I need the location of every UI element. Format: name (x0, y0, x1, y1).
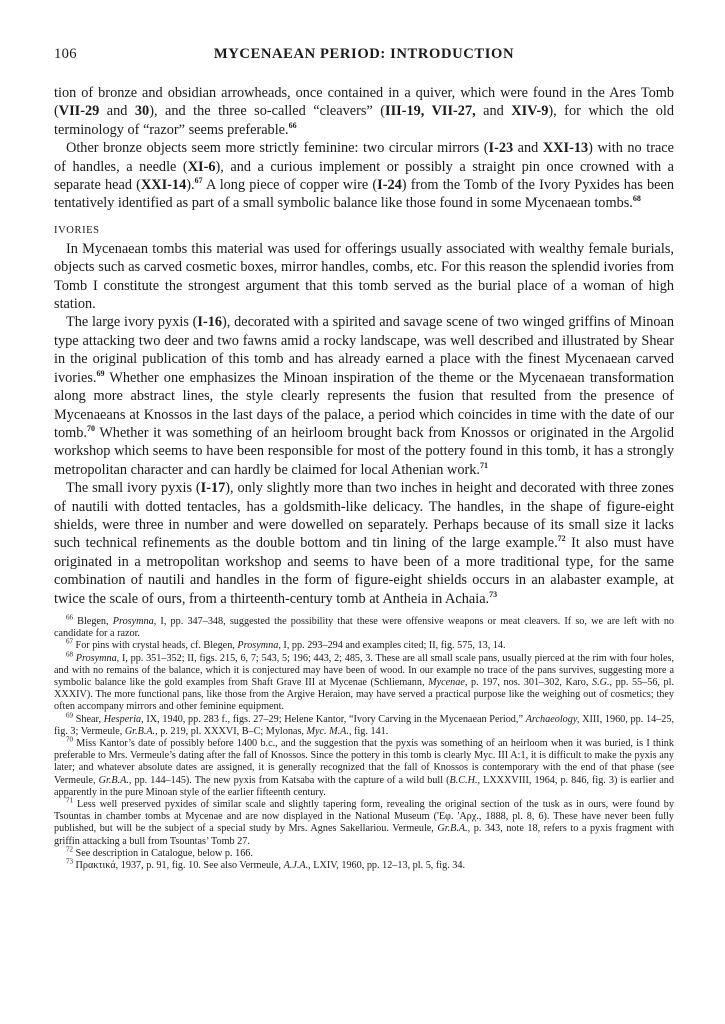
footnote (54, 857, 674, 872)
catalogue-ref: XXI-14 (140, 177, 187, 194)
text-run: The small ivory pyxis ( (66, 480, 201, 497)
footnote-ref: 68 (632, 194, 641, 204)
text-run: ), only slightly more than two inches in height and decorated with three zones of nautili with dotted tentacles, has a goldsmith-like delicacy. The handles, in the shape of figure-eight shields, were three in number and were dowelled on separately. Perhaps because of its small size it lacks such technical refinements as the double bottom and tin lining of the large example. (54, 480, 674, 552)
footnote-ref: 71 (479, 460, 488, 470)
text-run: ) with no trace of handles, a needle ( (54, 140, 674, 175)
italic-text: Gr.B.A., (124, 725, 158, 737)
text-run: LXXXVIII, 1964, p. 846, fig. 3) is earlier and apparently in the pure Minoan style of the earlier fifteenth century. (54, 774, 674, 798)
italic-text: Archaeology, (525, 713, 580, 725)
catalogue-ref: I-23 (488, 140, 514, 157)
footnotes (54, 613, 675, 872)
text-run: ), decorated with a spirited and savage scene of two winged griffins of Minoan type attacking two deer and two fawns amid a rocky landscape, was well described and illustrated by Shear in the original publication of this tomb and has already earned a place with the finest Mycenaean carved ivories. (54, 314, 674, 386)
paragraph (54, 479, 674, 608)
text-run: tion of bronze and obsidian arrowheads, once contained in a quiver, which were found in the Ares Tomb ( (54, 85, 674, 120)
footnote (54, 613, 675, 640)
text-run: ), and a curious implement or possibly a straight pin once crowned with a separate head ( (54, 158, 674, 194)
paragraph (54, 84, 674, 139)
text-run: I, pp. 293–294 and examples cited; II, fig. 575, 13, 14. (280, 640, 506, 652)
text-run: Whether one emphasizes the Minoan inspiration of the theme or the Mycenaean transformation along more abstract lines, the style clearly represents the fusion that resulted from the presence of Mycenaeans at Knossos in the last days of the palace, a period which coincides in time with the date of our tomb. (54, 369, 674, 441)
text-run: Blegen, (73, 615, 113, 627)
text-run: p. 343, note 18, refers to a pyxis fragment with griffin attacking a bull from Tsountas’ Tomb 27. (54, 823, 674, 847)
italic-text: Hesperia, (103, 713, 144, 725)
catalogue-ref: XXI-13 (542, 140, 589, 157)
footnote-ref: 71 (66, 796, 73, 805)
text-run: pp. 55–56, pl. XXXIV). The more functional pans, like those from the Argive Heraion, may have served a practical purpose like the weighing out of cosmetics; they often accompany mirrors and other feminine equipment. (54, 676, 674, 713)
footnote (54, 796, 674, 848)
text-run: pp. 144–145). The new pyxis from Katsaba with the capture of a wild bull ( (131, 774, 450, 786)
footnote-ref: 66 (66, 613, 73, 622)
italic-text: Prosymna, (75, 652, 120, 664)
italic-text: B.C.H., (449, 774, 481, 786)
italic-text: A.J.A., (283, 860, 311, 872)
catalogue-ref: XIV-9 (511, 103, 549, 120)
section-heading: IVORIES (54, 224, 100, 236)
text-run: A long piece of copper wire ( (202, 177, 378, 194)
text-run: Πρακτικά, 1937, p. 91, fig. 10. See also Vermeule, (73, 860, 284, 872)
text-run: The large ivory pyxis ( (66, 314, 198, 331)
footnote-ref: 69 (96, 368, 105, 378)
document-page (54, 46, 674, 872)
footnote (54, 650, 674, 714)
footnote-ref: 72 (66, 845, 73, 854)
text-run: LXIV, 1960, pp. 12–13, pl. 5, fig. 34. (310, 860, 466, 872)
footnote-ref: 69 (66, 711, 73, 720)
catalogue-ref: I-17 (200, 480, 226, 497)
paragraph (54, 313, 674, 479)
running-title: MYCENAEAN PERIOD: INTRODUCTION (213, 46, 515, 62)
catalogue-ref: I-16 (197, 314, 223, 331)
italic-text: Gr.B.A., (437, 823, 471, 835)
italic-text: Myc. M.A., (306, 725, 352, 737)
text-run: In Mycenaean tombs this material was used for offerings usually associated with wealthy female burials, objects such as carved cosmetic boxes, mirror handles, combs, etc. For this reason the splendid ivories from Tomb I constitute the strongest argument that this tomb served as the burial place of a woman of high station. (54, 240, 674, 313)
text-run: ). (186, 177, 195, 194)
footnote-ref: 73 (66, 857, 73, 866)
page-number: 106 (54, 46, 77, 62)
text-run: fig. 141. (351, 725, 389, 737)
text-run: Other bronze objects seem more strictly feminine: two circular mirrors ( (66, 140, 489, 157)
catalogue-ref: I-24 (377, 177, 402, 194)
text-run: and (99, 103, 135, 120)
footnote (54, 711, 675, 738)
catalogue-ref: VII-29 (58, 103, 100, 120)
footnote-ref: 67 (194, 176, 203, 186)
footnote (54, 637, 674, 652)
italic-text: Gr.B.A., (98, 774, 132, 786)
catalogue-ref: 30 (134, 103, 150, 120)
footnote-ref: 68 (66, 650, 73, 659)
footnote (54, 735, 674, 799)
text-run: Whether it was something of an heirloom brought back from Knossos or originated in the Argolid workshop which seems to have been responsible for most of the pottery found in this tomb, it has a strongly metropolitan character and can hardly be claimed for local Athenian work. (54, 424, 674, 478)
text-run: Miss Kantor’s date of possibly before 1400 b.c., and the suggestion that the pyxis was something of an heirloom when it was buried, is I think preferable to Mrs. Vermeule’s dating after the fall of Knossos. Since the pottery in this tomb is clearly Myc. III A:1, it is difficult to make the pyxis any later; and whatever absolute dates are assigned, it is generally recognized that the fall of Knossos is contemporary with the end of that phase (see Vermeule, (54, 738, 674, 786)
text-run: and (513, 140, 543, 157)
catalogue-ref: XI-6 (187, 158, 216, 175)
footnote-ref: 66 (288, 121, 297, 131)
italic-text: Prosymna, (112, 615, 157, 627)
paragraph (54, 139, 674, 213)
italic-text: Prosymna, (237, 640, 281, 652)
text-run: ), for which the old terminology of “razor” seems preferable. (54, 103, 674, 138)
text-run: p. 219, pl. XXXVI, B–C; Mylonas, (157, 725, 307, 737)
footnote-ref: 67 (66, 637, 73, 646)
text-run: and (475, 103, 512, 120)
footnote-ref: 70 (86, 424, 95, 434)
text-run: IX, 1940, pp. 283 f., figs. 27–29; Helene Kantor, “Ivory Carving in the Mycenaean Period,” (143, 713, 526, 725)
footnote (54, 845, 674, 860)
text-run: See description in Catalogue, below p. 166. (73, 847, 253, 859)
italic-text: S.G., (592, 676, 613, 688)
body-text (54, 84, 674, 608)
catalogue-ref: III-19, VII-27, (385, 103, 476, 120)
text-run: I, pp. 351–352; II, figs. 215, 6, 7; 543, 5; 196; 443, 2; 485, 3. These are all small scale pans, usually pierced at the rim with four holes, and with no remains of the balance, which it is conjectured may have been of wood. In our example no trace of the pans survives, suggesting more a symbolic balance like the gold examples from Shaft Grave III at Mycenae (Schliemann, (54, 652, 674, 688)
footnote-ref: 73 (489, 589, 498, 599)
text-run: For pins with crystal heads, cf. Blegen, (73, 640, 238, 652)
footnote-ref: 72 (557, 534, 566, 544)
text-run: XIII, 1960, pp. 14–25, fig. 3; Vermeule, (54, 713, 675, 737)
text-run: Shear, (73, 713, 104, 725)
footnote-ref: 70 (66, 735, 73, 744)
text-run: ), and the three so-called “cleavers” ( (149, 103, 386, 120)
running-header (54, 46, 674, 64)
text-run: It also must have originated in a metropolitan workshop and seems to have been of a more traditional type, for the same combination of nautili and handles in the form of figure-eight shields occurs in an alabaster example, at twice the scale of ours, from a thirteenth-century tomb at Antheia in Achaia. (54, 535, 674, 607)
text-run: ) from the Tomb of the Ivory Pyxides has been tentatively identified as part of a small symbolic balance like those found in some Mycenaean tombs. (54, 177, 674, 212)
paragraph (54, 240, 674, 314)
text-run: p. 197, nos. 301–302, Karo, (467, 676, 593, 688)
text-run: I, pp. 347–348, suggested the possibility that these were offensive weapons or meat cleavers. If so, we are left with no candidate for a razor. (54, 615, 675, 640)
text-run: Less well preserved pyxides of similar scale and slightly tapering form, revealing the original section of the tusk as in ours, were found by Tsountas in chamber tombs at Mycenae and are now displayed in the National Museum ('Εφ. 'Αρχ., 1888, pl. 8, 6). These have never been fully published, but will be the subject of a special study by Mrs. Agnes Sakellariou. Vermeule, (54, 799, 674, 835)
italic-text: Mycenae, (428, 676, 468, 688)
